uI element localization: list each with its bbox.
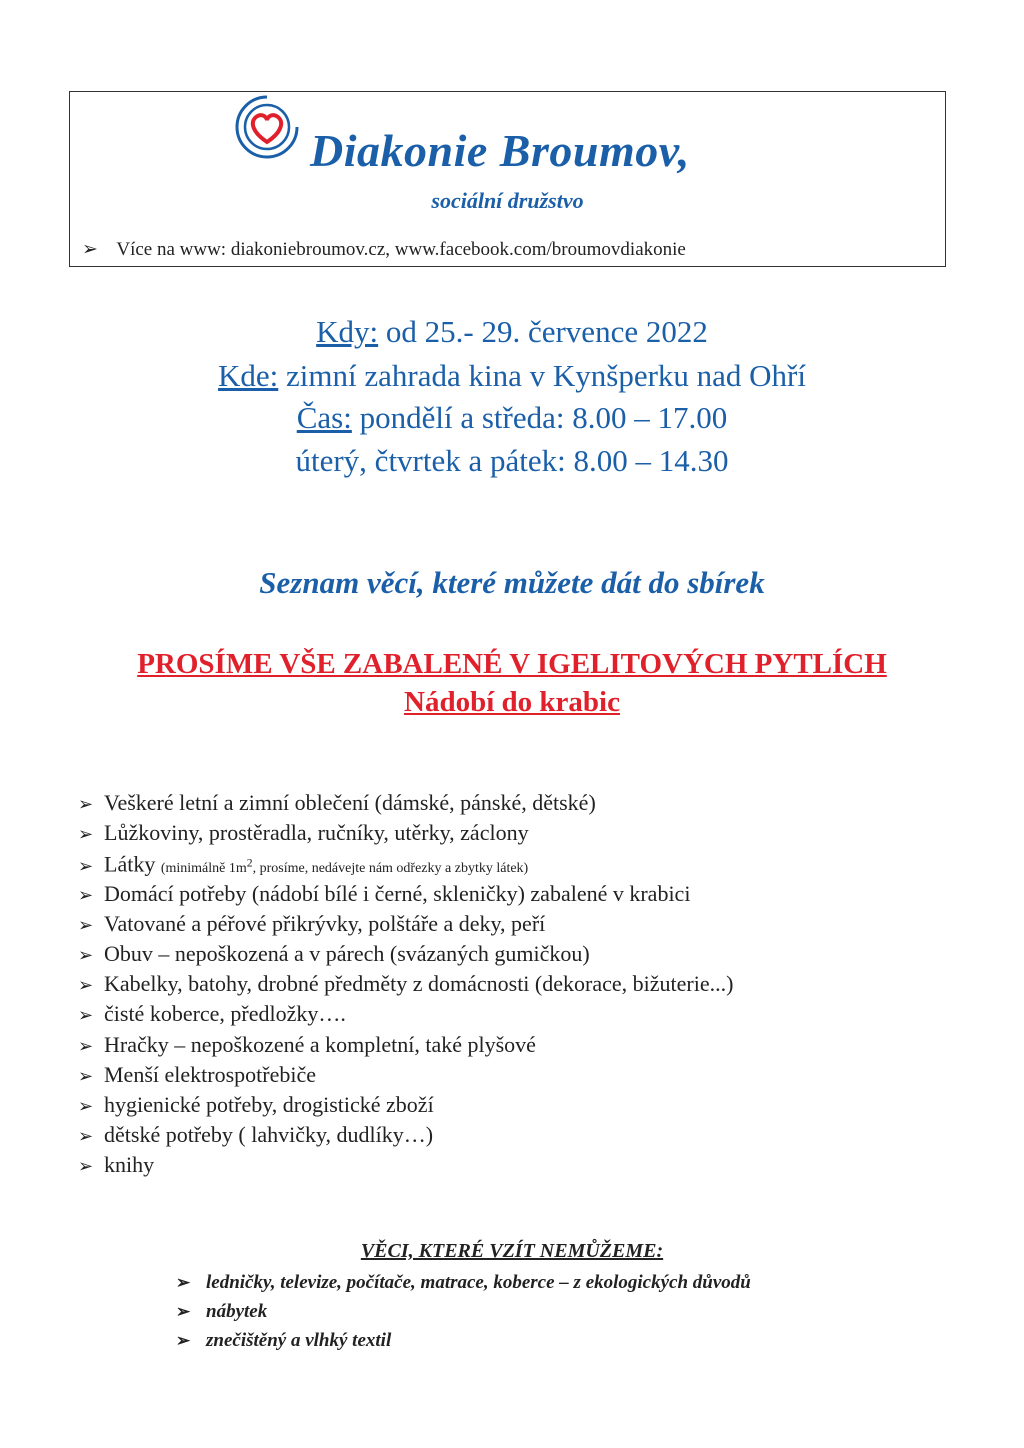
bullet-arrow-icon: ➢ <box>78 824 94 845</box>
list-item: ➢ nábytek <box>176 1297 751 1326</box>
list-heading: Seznam věcí, které můžete dát do sbírek <box>259 565 765 600</box>
list-item: ➢ Domácí potřeby (nádobí bílé i černé, skleničky) zabalené v krabici <box>78 879 733 909</box>
bullet-arrow-icon: ➢ <box>176 1302 191 1321</box>
list-item: ➢ dětské potřeby ( lahvičky, dudlíky…) <box>78 1120 733 1150</box>
rejected-items-list <box>176 1268 751 1355</box>
bullet-arrow-icon: ➢ <box>78 914 94 935</box>
list-item: ➢ Hračky – nepoškozené a kompletní, také plyšové <box>78 1030 733 1060</box>
bullet-arrow-icon: ➢ <box>78 794 94 814</box>
list-item: ➢ znečištěný a vlhký textil <box>176 1326 751 1355</box>
org-subtitle: sociální družstvo <box>431 188 584 213</box>
website-prefix: Více na www: <box>116 239 227 260</box>
header-box <box>69 91 946 267</box>
where-value: zimní zahrada kina v Kynšperku nad Ohří <box>278 358 806 393</box>
list-item: ➢ ledničky, televize, počítače, matrace, koberce – z ekologických důvodů <box>176 1268 751 1297</box>
bullet-arrow-icon: ➢ <box>176 1273 191 1292</box>
bullet-arrow-icon: ➢ <box>78 1095 94 1116</box>
where-label: Kde: <box>218 358 279 393</box>
website-links[interactable]: diakoniebroumov.cz, www.facebook.com/broumovdiakonie <box>230 239 686 260</box>
time-line <box>0 396 1024 440</box>
time-line-2: úterý, čtvrtek a pátek: 8.00 – 14.30 <box>295 443 729 478</box>
bullet-arrow-icon: ➢ <box>78 1126 94 1147</box>
website-row <box>82 238 686 261</box>
when-label: Kdy: <box>316 314 379 349</box>
fabric-note: (minimálně $1m^2$, prosíme, nedávejte nám odřezky a zbytky látek) <box>160 856 529 877</box>
where-line <box>0 354 1024 398</box>
diakonie-heart-logo-icon <box>232 92 302 162</box>
bullet-arrow-icon: ➢ <box>78 1156 94 1177</box>
when-value: od 25.- 29. července 2022 <box>378 314 708 349</box>
list-item: ➢ Vatované a péřové přikrývky, polštáře a deky, peří <box>78 909 733 939</box>
bullet-arrow-icon: ➢ <box>78 1035 94 1056</box>
notice-bags: PROSÍME VŠE ZABALENÉ V IGELITOVÝCH PYTLÍCH <box>137 648 887 680</box>
bullet-arrow-icon: ➢ <box>78 856 94 877</box>
list-item: ➢ Veškeré letní a zimní oblečení (dámské, pánské, dětské) <box>78 788 733 818</box>
bullet-arrow-icon: ➢ <box>176 1331 191 1350</box>
bullet-arrow-icon: ➢ <box>78 944 94 965</box>
time-value: pondělí a středa: 8.00 – 17.00 <box>351 400 728 435</box>
list-item: ➢ čisté koberce, předložky…. <box>78 999 733 1029</box>
org-name: Diakonie Broumov, <box>310 125 690 176</box>
list-item: ➢ Menší elektrospotřebiče <box>78 1060 733 1090</box>
bullet-arrow-icon: ➢ <box>78 1005 94 1026</box>
list-item: ➢ Obuv – nepoškozená a v párech (svázaných gumičkou) <box>78 939 733 969</box>
list-item: ➢ Látky (minimálně $1m^2$, prosíme, nedávejte nám odřezky a zbytky látek) <box>78 848 733 878</box>
list-item: ➢ Lůžkoviny, prostěradla, ručníky, utěrky, záclony <box>78 818 733 848</box>
time-label: Čas: <box>296 400 352 435</box>
when-line <box>0 310 1024 354</box>
bullet-arrow-icon: ➢ <box>78 975 94 996</box>
list-item: ➢ knihy <box>78 1150 733 1180</box>
list-item: ➢ Kabelky, batohy, drobné předměty z domácnosti (dekorace, bižuterie...) <box>78 969 733 999</box>
bullet-arrow-icon: ➢ <box>82 239 98 260</box>
rejected-heading: VĚCI, KTERÉ VZÍT NEMŮŽEME: <box>360 1240 664 1262</box>
bullet-arrow-icon: ➢ <box>78 1065 94 1086</box>
accepted-items-list <box>78 788 733 1180</box>
bullet-arrow-icon: ➢ <box>78 884 94 905</box>
list-item: ➢ hygienické potřeby, drogistické zboží <box>78 1090 733 1120</box>
notice-dishes: Nádobí do krabic <box>404 686 620 718</box>
